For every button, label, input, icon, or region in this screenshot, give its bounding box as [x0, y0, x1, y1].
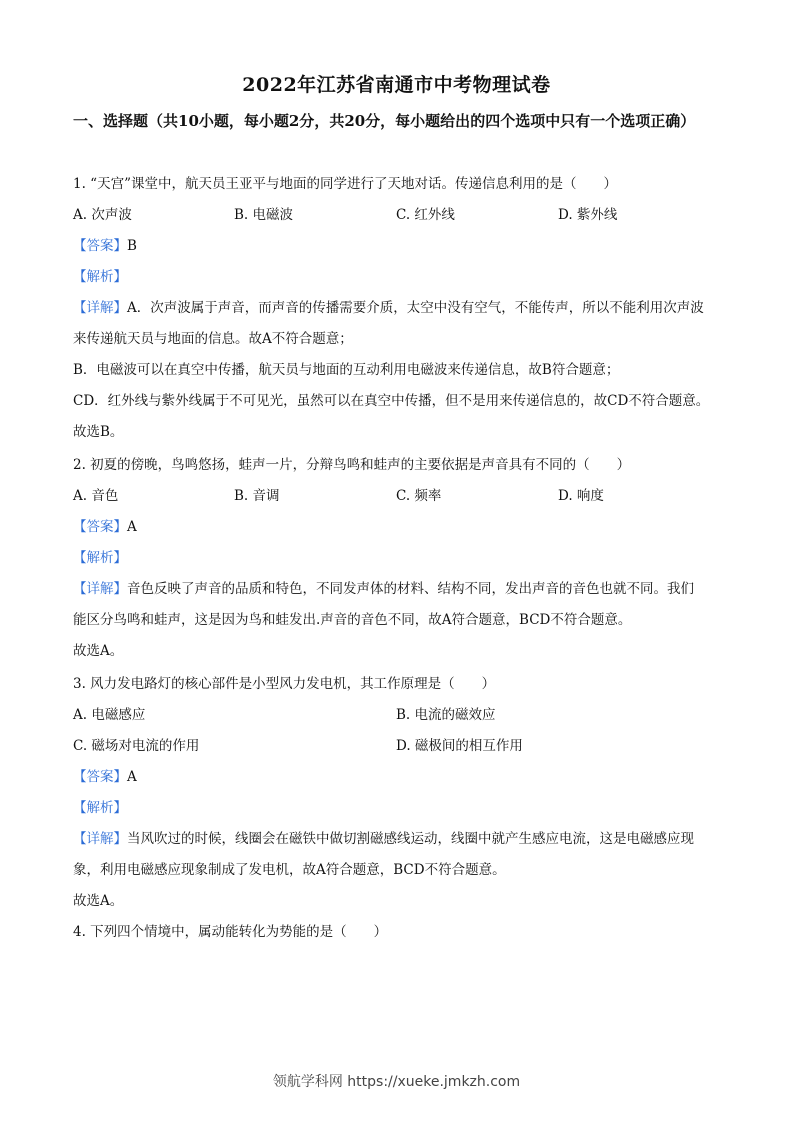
q2-answer-value: A — [127, 519, 137, 535]
q1-option-d: D. 紫外线 — [558, 207, 618, 223]
q2-analysis-label: 【解析】 — [73, 550, 127, 566]
q1-detail-line-5: 故选B。 — [73, 424, 124, 440]
q3-detail-line-1: 【详解】当风吹过的时候，线圈会在磁铁中做切割磁感线运动，线圈中就产生感应电流，这是电磁感应现 — [73, 831, 694, 847]
q1-detail-line-4: CD．红外线与紫外线属于不可见光，虽然可以在真空中传播，但不是用来传递信息的，故CD不符合题意。 — [73, 393, 710, 409]
q3-option-c: C. 磁场对电流的作用 — [73, 738, 200, 754]
q1-option-a: A. 次声波 — [73, 207, 132, 223]
q3-answer-value: A — [127, 769, 137, 785]
q3-detail-line-3: 故选A。 — [73, 893, 124, 909]
q3-option-b: B. 电流的磁效应 — [396, 707, 496, 723]
q1-answer — [73, 234, 137, 254]
q1-option-c: C. 红外线 — [396, 207, 455, 223]
question-1-stem: 1. “天宫”课堂中，航天员王亚平与地面的同学进行了天地对话。传递信息利用的是（ ） — [73, 176, 617, 192]
q1-option-b: B. 电磁波 — [234, 207, 294, 223]
q3-analysis-label: 【解析】 — [73, 800, 127, 816]
q2-option-c: C. 频率 — [396, 488, 442, 504]
q2-option-a: A. 音色 — [73, 488, 119, 504]
question-2-stem: 2. 初夏的傍晚，鸟鸣悠扬，蛙声一片，分辩鸟鸣和蛙声的主要依据是声音具有不同的（ ） — [73, 457, 631, 473]
q1-detail-line-3: B．电磁波可以在真空中传播，航天员与地面的互动利用电磁波来传递信息，故B符合题意； — [73, 362, 620, 378]
footer-watermark: 领航学科网 https://xueke.jmkzh.com — [272, 1074, 521, 1090]
section-heading: 一、选择题（共10小题，每小题2分，共20分，每小题给出的四个选项中只有一个选项正确） — [73, 112, 696, 130]
q3-option-a: A. 电磁感应 — [73, 707, 146, 723]
detail-label: 【详解】 — [73, 300, 127, 316]
question-4-stem: 4. 下列四个情境中，属动能转化为势能的是（ ） — [73, 924, 388, 940]
question-3-stem: 3. 风力发电路灯的核心部件是小型风力发电机，其工作原理是（ ） — [73, 676, 496, 692]
q2-answer: 【答案】A — [73, 519, 137, 535]
q3-option-d: D. 磁极间的相互作用 — [396, 738, 523, 754]
answer-label: 【答案】 — [73, 238, 127, 254]
q1-answer-value: B — [127, 238, 137, 254]
q3-answer: 【答案】A — [73, 769, 137, 785]
q2-detail-line-2: 能区分鸟鸣和蛙声，这是因为鸟和蛙发出.声音的音色不同，故A符合题意，BCD不符合题意。 — [73, 612, 632, 628]
q1-detail-line-2: 来传递航天员与地面的信息。故A不符合题意； — [73, 331, 353, 347]
q2-option-b: B. 音调 — [234, 488, 280, 504]
q3-detail-line-2: 象，利用电磁感应现象制成了发电机，故A符合题意，BCD不符合题意。 — [73, 862, 506, 878]
q2-detail-line-3: 故选A。 — [73, 643, 124, 659]
q1-detail-line-1: 【详解】A．次声波属于声音，而声音的传播需要介质，太空中没有空气，不能传声，所以不能利用次声波 — [73, 300, 704, 316]
q2-detail-line-1: 【详解】音色反映了声音的品质和特色，不同发声体的材料、结构不同，发出声音的音色也就不同。我们 — [73, 581, 694, 597]
q1-analysis-label: 【解析】 — [73, 269, 127, 285]
page-title: 2022年江苏省南通市中考物理试卷 — [242, 74, 551, 96]
q2-option-d: D. 响度 — [558, 488, 604, 504]
